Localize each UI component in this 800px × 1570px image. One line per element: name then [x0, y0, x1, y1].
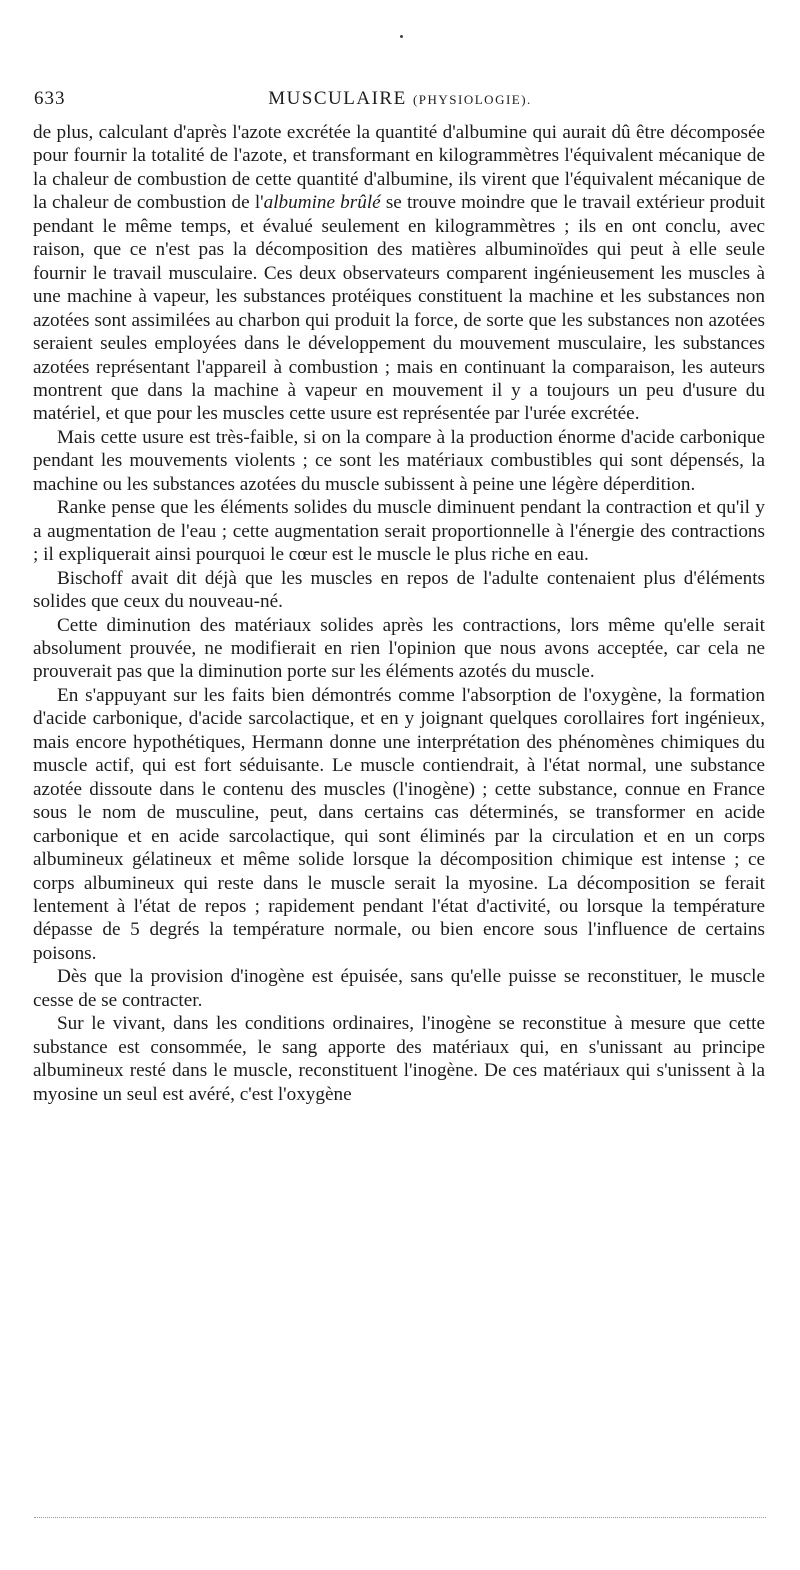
paragraph-4: Bischoff avait dit déjà que les muscles en repos de l'adulte contenaient plus d'éléments solides que ceux du nouveau-né. — [33, 567, 765, 613]
paragraph-6: En s'appuyant sur les faits bien démontrés comme l'absorption de l'oxygène, la formation d'acide carbonique, d'acide sarcolactique, et en y joignant quelques corollaires fort ingénieux, mais encore hypothétiques, Hermann donne une interprétation des phénomènes chimiques du muscle actif, qui est fort séduisante. Le muscle contiendrait, à l'état normal, une substance azotée dissoute dans le contenu des muscles (l'inogène) ; cette substance, connue en France sous le nom de musculine, peut, dans certains cas déterminés, se transformer en acide carbonique et en acide sarcolactique, qui sont éliminés par la circulation et en un corps albumineux gélatineux et même solide lorsque la décomposition chimique est intense ; ce corps albumineux qui reste dans le muscle serait la myosine. La décomposition se ferait lentement à l'état de repos ; rapidement pendant l'état d'activité, ou lorsque la température dépasse de 5 degrés la température normale, ou bien encore sous l'influence de certains poisons. — [33, 684, 765, 964]
paragraph-1-text-a: de plus, calculant d'après l'azote excrétée la quantité d'albumine qui aurait dû être décomposée pour fournir la totalité de l'azote, et transformant en kilogrammètres l'équivalent mécanique de la chaleur de combustion de cette quantité d'albumine, ils virent que l'équivalent mécanique de la chaleur de combustion de l' — [33, 122, 765, 214]
bottom-dotted-rule — [34, 1517, 766, 1518]
paragraph-1-italic: albumine brûlé — [263, 192, 381, 214]
paragraph-3: Ranke pense que les éléments solides du muscle diminuent pendant la contraction et qu'il y a augmentation de l'eau ; cette augmentation serait proportionnelle à l'énergie des contractions ; il expliquerait ainsi pourquoi le cœur est le muscle le plus riche en eau. — [33, 497, 765, 566]
paragraph-5: Cette diminution des matériaux solides après les contractions, lors même qu'elle serait absolument prouvée, ne modifierait en rien l'opinion que nous avons acceptée, car cela ne prouverait pas que la diminution porte sur les éléments azotés du muscle. — [33, 614, 765, 683]
paragraph-1 — [33, 121, 765, 426]
paragraph-7: Dès que la provision d'inogène est épuisée, sans qu'elle puisse se reconstituer, le muscle cesse de se contracter. — [33, 966, 765, 1011]
paragraph-8: Sur le vivant, dans les conditions ordinaires, l'inogène se reconstitue à mesure que cette substance est consommée, le sang apporte des matériaux qui, en s'unissant au principe albumineux resté dans le muscle, reconstituent l'inogène. De ces matériaux qui s'unissent à la myosine un seul est avéré, c'est l'oxygène — [33, 1013, 765, 1105]
body-text — [33, 121, 765, 1106]
running-head — [34, 88, 766, 110]
print-speck — [400, 35, 403, 38]
paragraph-1-text-b: se trouve moindre que le travail extérieur produit pendant le même temps, et évalué seulement en kilogrammètres ; ils en ont conclu, avec raison, que ce n'est pas la décomposition des matières albuminoïdes qui peut à elle seule fournir le travail musculaire. Ces deux observateurs comparent ingénieusement les muscles à une machine à vapeur, les substances protéiques constituent la machine et les substances non azotées sont assimilées au charbon qui produit la force, de sorte que les substances non azotées seraient seules employées dans le développement du mouvement musculaire, les substances azotées représentant l'appareil à combustion ; mais en continuant la comparaison, les auteurs montrent que dans la machine à vapeur en mouvement il y a toujours un peu d'usure du matériel, et que pour les muscles cette usure est représentée par l'urée excrétée. — [33, 192, 765, 425]
page-number: 633 — [34, 88, 66, 109]
page-header — [34, 88, 766, 118]
paragraph-2: Mais cette usure est très-faible, si on la compare à la production énorme d'acide carbonique pendant les mouvements violents ; ce sont les matériaux combustibles qui sont dépensés, la machine ou les substances azotées du muscle subissent à peine une légère déperdition. — [33, 426, 765, 495]
running-head-subtitle: (PHYSIOLOGIE). — [412, 92, 532, 107]
running-head-title: MUSCULAIRE — [268, 88, 407, 109]
